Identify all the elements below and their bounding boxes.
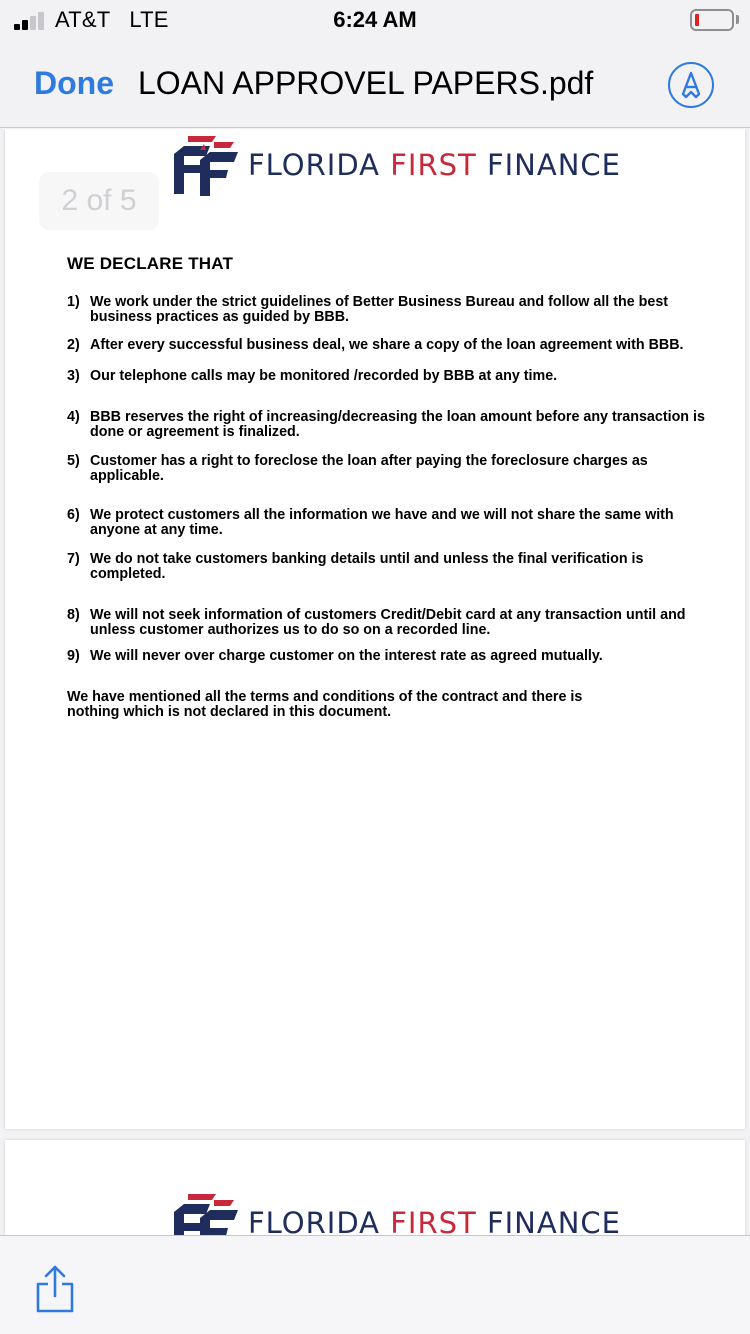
- pdf-page-next: [5, 1140, 745, 1235]
- network-label: LTE: [129, 7, 169, 32]
- clause-item: 6) We protect customers all the information we have and we will not share the same with anyone at any time.: [67, 507, 674, 538]
- clause-item: 9) We will never over charge customer on the interest rate as agreed mutually.: [67, 648, 603, 664]
- clause-item: 5) Customer has a right to foreclose the loan after paying the foreclosure charges as applicable.: [67, 453, 648, 484]
- pdf-viewport[interactable]: [0, 129, 750, 1235]
- clause-item: 3) Our telephone calls may be monitored /recorded by BBB at any time.: [67, 368, 558, 384]
- clause-item: 2) After every successful business deal, we share a copy of the loan agreement with BBB.: [67, 337, 684, 353]
- share-icon[interactable]: [34, 1264, 76, 1314]
- document-title: LOAN APPROVEL PAPERS.pdf: [138, 65, 594, 101]
- logo-wordmark: FLORIDA FIRST FINANCE: [248, 148, 621, 182]
- battery-tip: [736, 15, 739, 24]
- markup-pen-icon[interactable]: [668, 62, 714, 108]
- clause-item: 4) BBB reserves the right of increasing/decreasing the loan amount before any transaction is done or agreement is finalized.: [67, 409, 705, 440]
- clause-item: 8) We will not seek information of customers Credit/Debit card at any transaction until and unless customer authorizes us to do so on a recorded line.: [67, 607, 686, 638]
- status-bar: [0, 0, 750, 42]
- declaration-heading: WE DECLARE THAT: [67, 254, 234, 273]
- clause-item: 1) We work under the strict guidelines of Better Business Bureau and follow all the best business practices as guided by BBB.: [67, 294, 669, 325]
- closing-statement: We have mentioned all the terms and conditions of the contract and there is nothing which is not declared in this document.: [67, 689, 583, 720]
- status-time: 6:24 AM: [333, 7, 417, 32]
- ff-logo-mark-icon: [170, 1190, 240, 1235]
- battery-icon: [690, 9, 734, 31]
- company-logo: [170, 1190, 621, 1235]
- company-logo: [170, 132, 621, 198]
- clause-item: 7) We do not take customers banking details until and unless the final verification is completed.: [67, 551, 644, 582]
- done-button[interactable]: Done: [34, 65, 114, 101]
- logo-wordmark: FLORIDA FIRST FINANCE: [248, 1206, 621, 1235]
- bottom-toolbar: [0, 1235, 750, 1334]
- pdf-page: [5, 129, 745, 1129]
- page-indicator: 2 of 5: [39, 172, 159, 230]
- carrier-label: AT&T LTE: [55, 7, 169, 32]
- nav-bar: [0, 42, 750, 128]
- ff-logo-mark-icon: [170, 132, 240, 198]
